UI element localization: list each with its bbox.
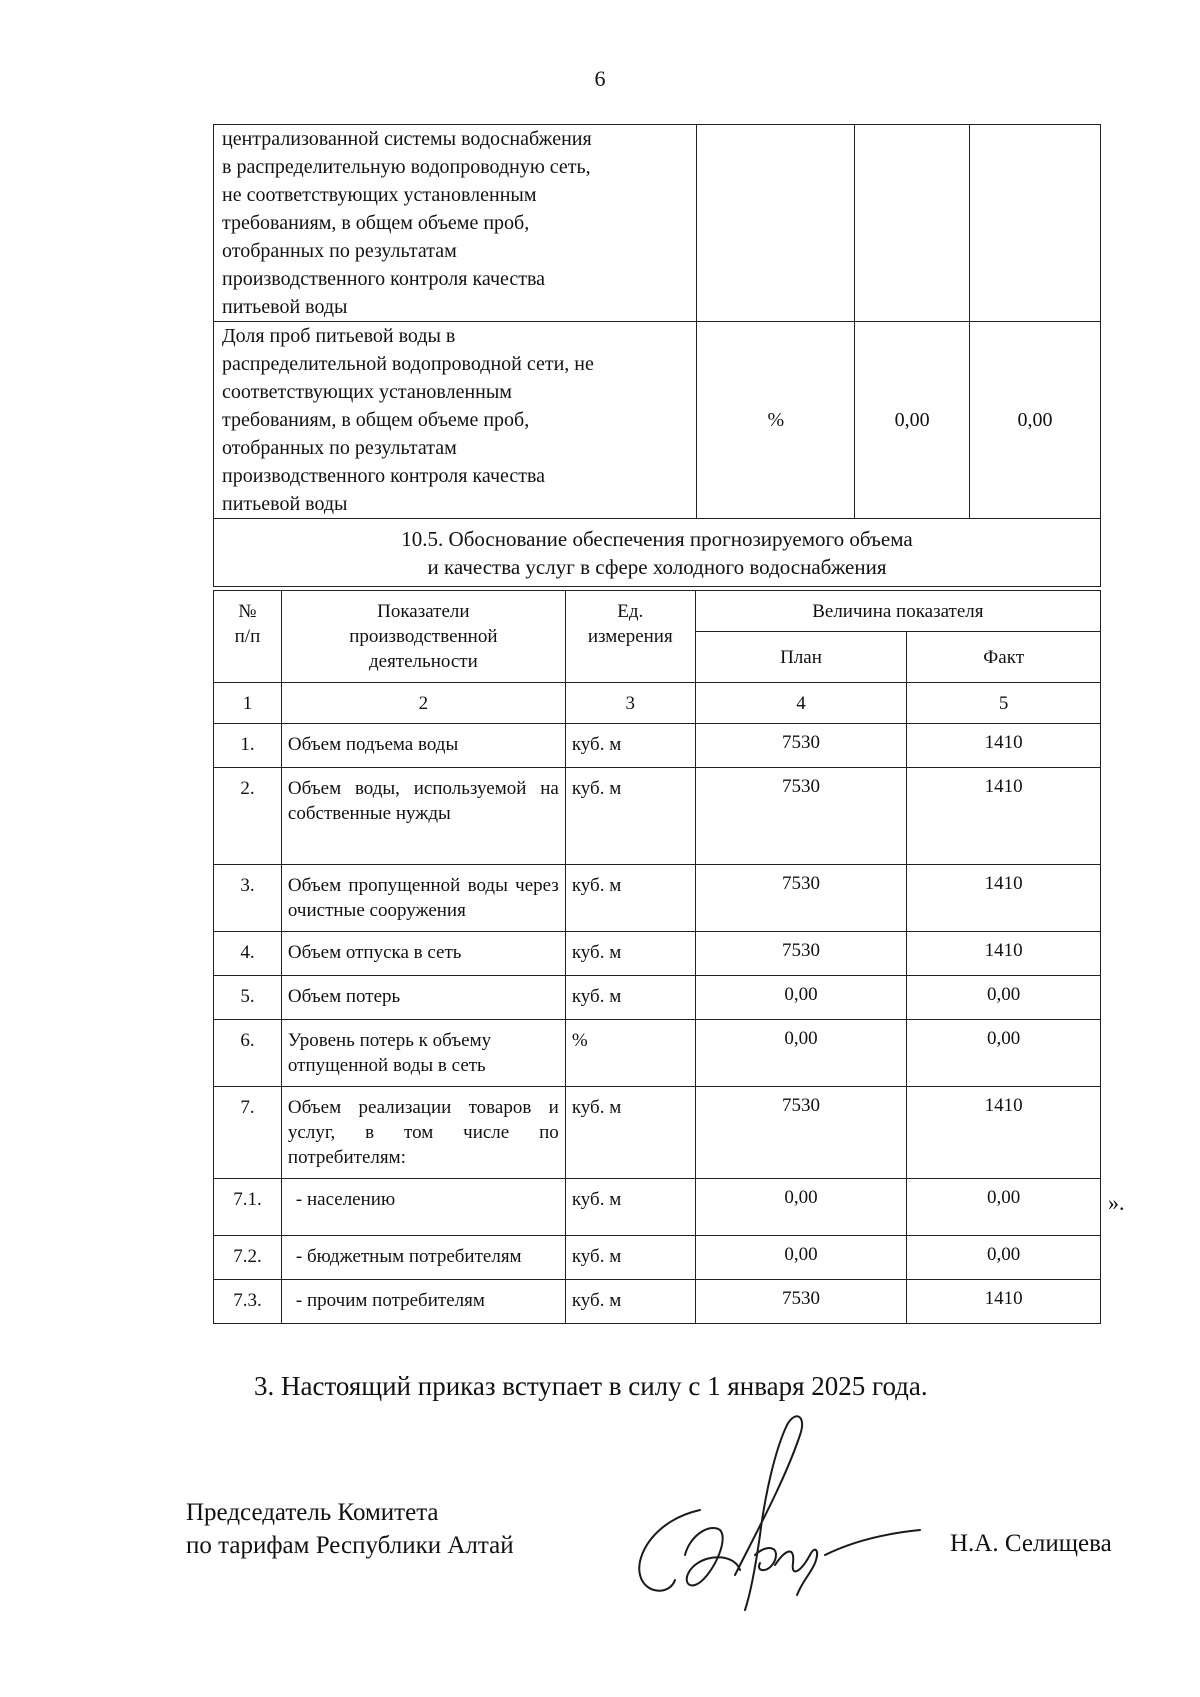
row-num: 4.: [214, 932, 282, 976]
header-unit: Ед. измерения: [565, 591, 695, 683]
row-plan: 7530: [695, 724, 907, 768]
row-plan: 0,00: [695, 976, 907, 1020]
row-unit: куб. м: [565, 768, 695, 865]
row-num: 7.: [214, 1087, 282, 1179]
row-num: 7.3.: [214, 1280, 282, 1324]
row-fact: 0,00: [907, 1020, 1101, 1087]
table-row: [214, 1020, 1101, 1087]
plan-cell: [855, 125, 970, 322]
signer-title-line: по тарифам Республики Алтай: [186, 1532, 514, 1559]
table-row: [214, 976, 1101, 1020]
header-fact: Факт: [907, 632, 1101, 683]
plan-cell: 0,00: [855, 322, 970, 519]
fact-cell: 0,00: [970, 322, 1101, 519]
header-value: Величина показателя: [695, 591, 1100, 632]
table-row: [214, 322, 1101, 519]
row-name: Объем отпуска в сеть: [281, 932, 565, 976]
table-row: [214, 1179, 1101, 1236]
row-name: Объем реализации товаров и услуг, в том числе по потребителям:: [281, 1087, 565, 1179]
row-fact: 1410: [907, 865, 1101, 932]
row-unit: %: [565, 1020, 695, 1087]
fact-cell: [970, 125, 1101, 322]
indicator-description: Доля проб питьевой воды в распределительной водопроводной сети, не соответствующих установленным требованиям, в общем объеме проб, отобранных по результатам производственного контроля качества питьевой воды: [214, 322, 697, 519]
table-row: [214, 1236, 1101, 1280]
table-row: [214, 125, 1101, 322]
signer-title-line: Председатель Комитета: [186, 1499, 439, 1526]
order-effective-text: 3. Настоящий приказ вступает в силу с 1 января 2025 года.: [254, 1371, 928, 1401]
col-number: 1: [214, 683, 282, 724]
header-plan: План: [695, 632, 907, 683]
col-number: 3: [565, 683, 695, 724]
row-fact: 0,00: [907, 1236, 1101, 1280]
col-number: 2: [281, 683, 565, 724]
row-name: Объем подъема воды: [281, 724, 565, 768]
signer-title: [186, 1496, 514, 1562]
handwritten-signature: [615, 1405, 925, 1615]
row-name: - прочим потребителям: [281, 1280, 565, 1324]
row-plan: 7530: [695, 865, 907, 932]
col-number: 5: [907, 683, 1101, 724]
row-fact: 1410: [907, 1087, 1101, 1179]
row-fact: 1410: [907, 932, 1101, 976]
indicator-description: централизованной системы водоснабжения в распределительную водопроводную сеть, не соответствующих установленным требованиям, в общем объеме проб, отобранных по результатам производственного контроля качества питьевой воды: [214, 125, 697, 322]
row-plan: 7530: [695, 932, 907, 976]
table-row: [214, 768, 1101, 865]
row-num: 1.: [214, 724, 282, 768]
row-num: 7.1.: [214, 1179, 282, 1236]
row-name: Уровень потерь к объему отпущенной воды в сеть: [281, 1020, 565, 1087]
table-row: [214, 1087, 1101, 1179]
row-unit: куб. м: [565, 932, 695, 976]
page-number: 6: [594, 66, 606, 91]
row-unit: куб. м: [565, 724, 695, 768]
header-indicator: Показатели производственной деятельности: [281, 591, 565, 683]
header-row: [214, 591, 1101, 632]
row-num: 5.: [214, 976, 282, 1020]
continuation-table: [213, 124, 1101, 587]
row-fact: 1410: [907, 768, 1101, 865]
table-row: [214, 1280, 1101, 1324]
indicators-table: [213, 590, 1101, 1324]
column-number-row: [214, 683, 1101, 724]
row-name: Объем воды, используемой на собственные нужды: [281, 768, 565, 865]
table-row: [214, 865, 1101, 932]
row-name: Объем потерь: [281, 976, 565, 1020]
closing-quote: ».: [1108, 1190, 1125, 1215]
signer-name: Н.А. Селищева: [950, 1530, 1112, 1557]
row-plan: 7530: [695, 1280, 907, 1324]
row-fact: 1410: [907, 1280, 1101, 1324]
row-num: 3.: [214, 865, 282, 932]
row-fact: 0,00: [907, 1179, 1101, 1236]
row-num: 2.: [214, 768, 282, 865]
row-name: Объем пропущенной воды через очистные сооружения: [281, 865, 565, 932]
row-unit: куб. м: [565, 865, 695, 932]
row-plan: 7530: [695, 768, 907, 865]
row-unit: куб. м: [565, 1087, 695, 1179]
table-row: [214, 932, 1101, 976]
row-fact: 0,00: [907, 976, 1101, 1020]
table-row: [214, 724, 1101, 768]
row-plan: 0,00: [695, 1179, 907, 1236]
unit-cell: %: [697, 322, 855, 519]
unit-cell: [697, 125, 855, 322]
row-unit: куб. м: [565, 976, 695, 1020]
row-unit: куб. м: [565, 1236, 695, 1280]
section-title: 10.5. Обоснование обеспечения прогнозируемого объема и качества услуг в сфере холодного водоснабжения: [214, 519, 1101, 587]
row-plan: 0,00: [695, 1020, 907, 1087]
row-plan: 0,00: [695, 1236, 907, 1280]
row-fact: 1410: [907, 724, 1101, 768]
row-name: - населению: [281, 1179, 565, 1236]
row-num: 7.2.: [214, 1236, 282, 1280]
row-unit: куб. м: [565, 1179, 695, 1236]
row-name: - бюджетным потребителям: [281, 1236, 565, 1280]
col-number: 4: [695, 683, 907, 724]
row-plan: 7530: [695, 1087, 907, 1179]
row-num: 6.: [214, 1020, 282, 1087]
header-num: № п/п: [214, 591, 282, 683]
row-unit: куб. м: [565, 1280, 695, 1324]
section-title-row: [214, 519, 1101, 587]
